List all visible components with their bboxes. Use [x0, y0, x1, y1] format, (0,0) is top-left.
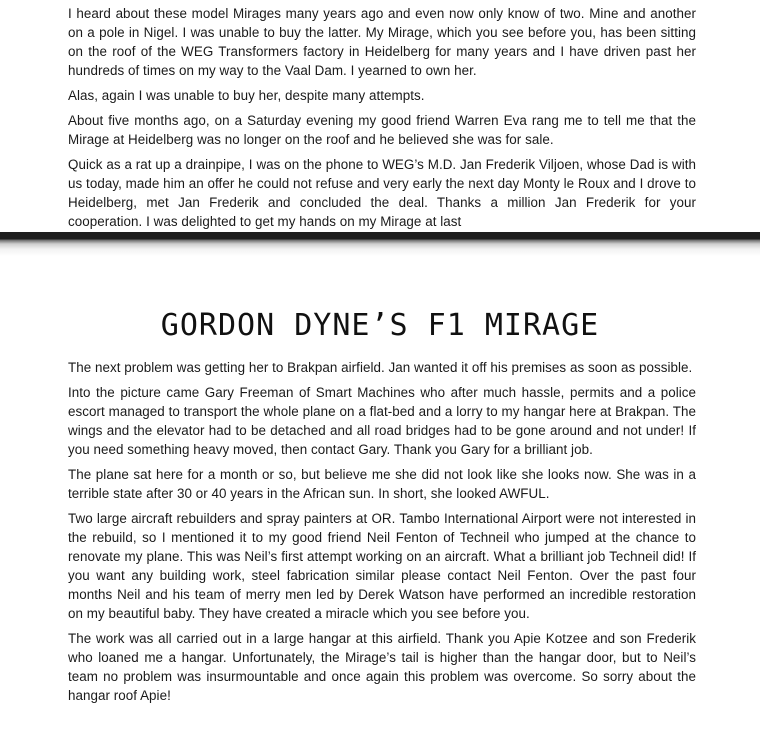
- paragraph: The plane sat here for a month or so, but believe me she did not look like she looks now. She was in a terrible state after 30 or 40 years in the African sun. In short, she looked AWFUL.: [68, 467, 696, 501]
- page-divider: [0, 232, 760, 256]
- paragraph: I heard about these model Mirages many years ago and even now only know of two. Mine and another on a pole in Nigel. I was unable to buy the latter. My Mirage, which you see before you, has been sitting on the roof of the WEG Transformers factory in Heidelberg for many years and I have driven past her hundreds of times on my way to the Vaal Dam. I yearned to own her.: [68, 6, 696, 78]
- bottom-page-body: [68, 358, 696, 711]
- paragraph: Quick as a rat up a drainpipe, I was on the phone to WEG’s M.D. Jan Frederik Viljoen, whose Dad is with us today, made him an offer he could not refuse and very early the next day Monty le Roux and I drove to Heidelberg, met Jan Frederik and concluded the deal. Thanks a million Jan Frederik for your cooperation. I was delighted to get my hands on my Mirage at last: [68, 157, 696, 229]
- top-page: [0, 0, 760, 232]
- paragraph: Alas, again I was unable to buy her, despite many attempts.: [68, 88, 425, 103]
- page-title: GORDON DYNE’S F1 MIRAGE: [160, 308, 600, 343]
- paragraph: About five months ago, on a Saturday evening my good friend Warren Eva rang me to tell me that the Mirage at Heidelberg was no longer on the roof and he believed she was for sale.: [68, 113, 696, 147]
- paragraph: The work was all carried out in a large hangar at this airfield. Thank you Apie Kotzee and son Frederik who loaned me a hangar. Unfortunately, the Mirage’s tail is higher than the hangar door, but to Neil’s team no problem was insurmountable and once again this problem was overcome. So sorry about the hangar roof Apie!: [68, 631, 696, 703]
- bottom-page: [0, 256, 760, 755]
- paragraph: The next problem was getting her to Brakpan airfield. Jan wanted it off his premises as soon as possible.: [68, 360, 693, 375]
- paragraph: Into the picture came Gary Freeman of Smart Machines who after much hassle, permits and a police escort managed to transport the whole plane on a flat-bed and a lorry to my hangar here at Brakpan. The wings and the elevator had to be detached and all road bridges had to be gone around and not under! If you need something heavy moved, then contact Gary. Thank you Gary for a brilliant job.: [68, 385, 696, 457]
- top-page-body: [68, 4, 696, 237]
- paragraph: Two large aircraft rebuilders and spray painters at OR. Tambo International Airport were not interested in the rebuild, so I mentioned it to my good friend Neil Fenton of Techneil who jumped at the chance to renovate my plane. This was Neil’s first attempt working on an aircraft. What a brilliant job Techneil did! If you want any building work, steel fabrication similar please contact Neil Fenton. Over the past four months Neil and his team of merry men led by Derek Watson have performed an incredible restoration on my beautiful baby. They have created a miracle which you see before you.: [68, 511, 696, 621]
